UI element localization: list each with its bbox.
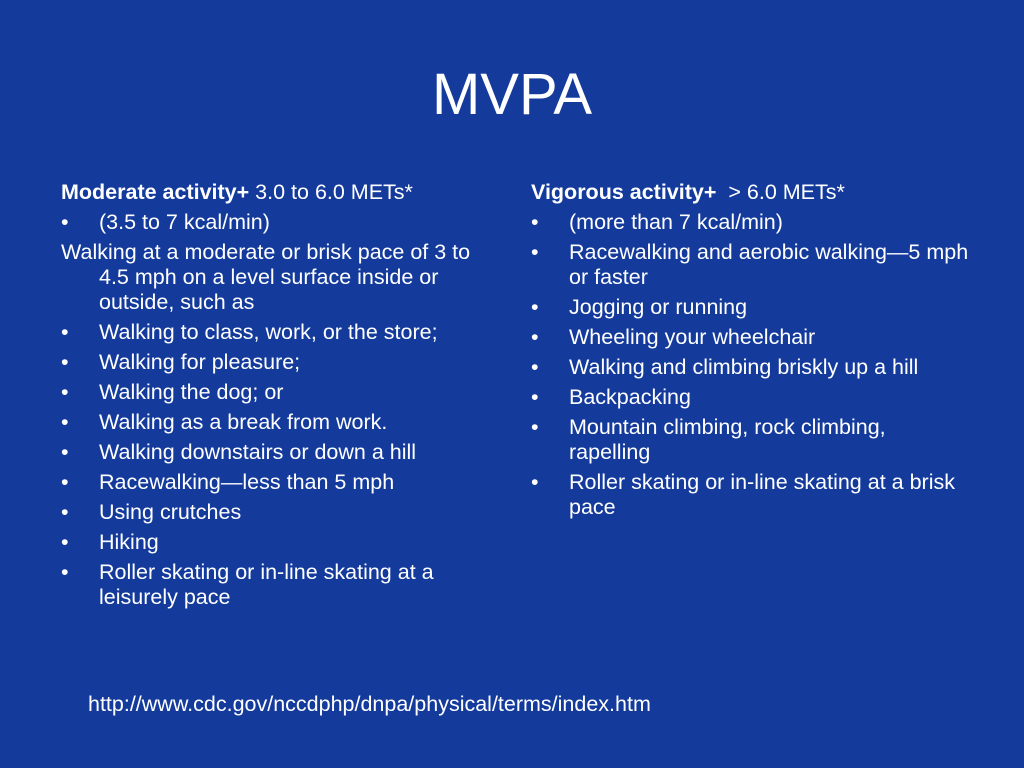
list-item [531, 295, 971, 320]
bullet-icon: • [531, 415, 539, 439]
list-item [61, 380, 491, 405]
list-item-text: Backpacking [569, 385, 691, 409]
bullet-icon: • [61, 440, 69, 464]
list-item-text: Wheeling your wheelchair [569, 325, 816, 349]
bullet-icon: • [531, 210, 539, 234]
list-item-text: Walking the dog; or [99, 380, 284, 404]
list-item [531, 325, 971, 350]
list-item-text: Walking and climbing briskly up a hill [569, 355, 919, 379]
moderate-rate: (3.5 to 7 kcal/min) [99, 210, 270, 234]
list-item [531, 240, 971, 290]
moderate-rate-list [61, 210, 491, 235]
bullet-icon: • [531, 355, 539, 379]
list-item-text: Roller skating or in-line skating at a leisurely pace [99, 560, 434, 609]
moderate-description: Walking at a moderate or brisk pace of 3 to 4.5 mph on a level surface inside or outside, such as [61, 240, 471, 314]
source-link[interactable]: http://www.cdc.gov/nccdphp/dnpa/physical/terms/index.htm [88, 692, 651, 716]
list-item [531, 355, 971, 380]
moderate-activity-list [61, 320, 491, 610]
list-item-text: Walking to class, work, or the store; [99, 320, 438, 344]
list-item [61, 470, 491, 495]
bullet-icon: • [61, 560, 69, 584]
vigorous-activity-label: Vigorous activity+ [531, 180, 717, 204]
moderate-activity-label: Moderate activity+ [61, 180, 250, 204]
list-item [61, 500, 491, 525]
list-item-text: Racewalking and aerobic walking—5 mph or faster [569, 240, 969, 289]
list-item-text: Walking for pleasure; [99, 350, 301, 374]
vigorous-activity-heading [531, 180, 971, 205]
bullet-icon: • [61, 410, 69, 434]
list-item-text: Mountain climbing, rock climbing, rapelling [569, 415, 886, 464]
bullet-icon: • [531, 240, 539, 264]
bullet-icon: • [61, 350, 69, 374]
list-item [61, 440, 491, 465]
bullet-icon: • [531, 325, 539, 349]
bullet-icon: • [61, 530, 69, 554]
bullet-icon: • [61, 470, 69, 494]
bullet-icon: • [61, 320, 69, 344]
list-item-text: Walking downstairs or down a hill [99, 440, 417, 464]
list-item-text: Hiking [99, 530, 159, 554]
list-item-text: Jogging or running [569, 295, 748, 319]
bullet-icon: • [61, 500, 69, 524]
bullet-icon: • [61, 210, 69, 234]
moderate-activity-mets: 3.0 to 6.0 METs* [249, 180, 413, 204]
moderate-activity-column [61, 178, 491, 615]
bullet-icon: • [531, 295, 539, 319]
list-item [61, 530, 491, 555]
moderate-activity-heading [61, 180, 491, 205]
list-item [61, 320, 491, 345]
list-item-text: Roller skating or in-line skating at a brisk pace [569, 470, 955, 519]
list-item-text: Walking as a break from work. [99, 410, 388, 434]
list-item-text: Using crutches [99, 500, 242, 524]
vigorous-activity-mets: > 6.0 METs* [716, 180, 845, 204]
list-item [531, 470, 971, 520]
bullet-icon: • [531, 470, 539, 494]
vigorous-activity-column [531, 178, 971, 525]
list-item-text: Racewalking—less than 5 mph [99, 470, 395, 494]
list-item [531, 210, 971, 235]
list-item-text: (more than 7 kcal/min) [569, 210, 783, 234]
vigorous-activity-list [531, 210, 971, 520]
list-item [61, 210, 491, 235]
list-item [61, 410, 491, 435]
list-item [531, 415, 971, 465]
list-item [61, 560, 491, 610]
list-item [531, 385, 971, 410]
bullet-icon: • [531, 385, 539, 409]
list-item [61, 350, 491, 375]
bullet-icon: • [61, 380, 69, 404]
slide-title: MVPA [431, 62, 593, 127]
